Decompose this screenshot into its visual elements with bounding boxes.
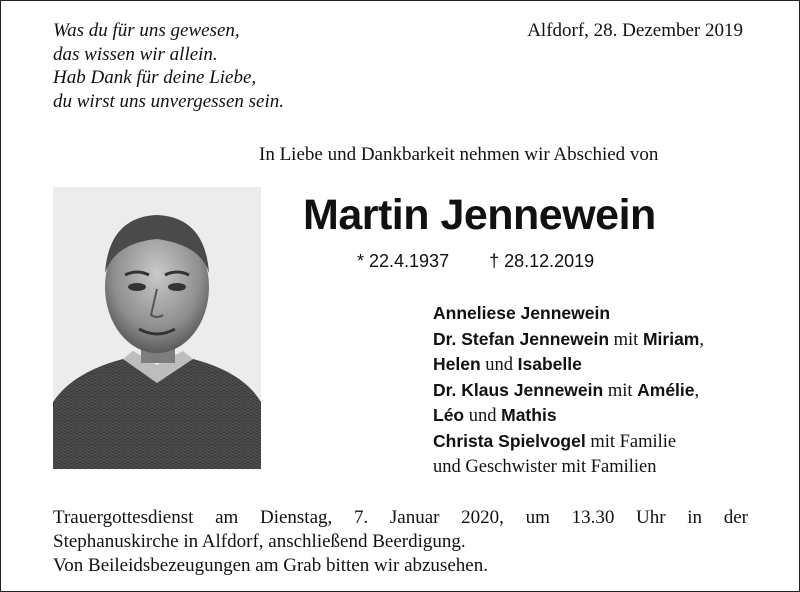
portrait-image (53, 187, 261, 469)
partner-name: Miriam (642, 328, 700, 349)
poem-line: Hab Dank für deine Liebe, (53, 67, 257, 88)
service-info (53, 506, 748, 578)
child-name: Mathis (501, 405, 557, 426)
poem-line: Was du für uns gewesen, (53, 20, 240, 41)
place-date: Alfdorf, 28. Dezember 2019 (527, 20, 743, 41)
punctuation: , (694, 380, 700, 401)
mourner-line (433, 301, 704, 327)
connector-word: und (468, 406, 497, 427)
life-dates (357, 251, 594, 272)
service-line: Von Beileidsbezeugungen am Grab bitten wir abzusehen. (53, 555, 488, 576)
mourner-line: und Geschwister mit Familien (433, 456, 657, 477)
mourner-name: Dr. Stefan Jennewein (433, 328, 610, 349)
mourner-line (433, 352, 704, 378)
connector-word: mit (607, 380, 633, 401)
portrait-photo (53, 187, 261, 469)
service-line: Stephanuskirche in Alfdorf, anschließend Beerdigung. (53, 531, 466, 552)
mourner-line (433, 378, 704, 404)
mourner-line (433, 327, 704, 353)
mourner-name: Christa Spielvogel (433, 430, 586, 451)
mourner-name: Dr. Klaus Jennewein (433, 379, 604, 400)
mourner-name: Anneliese Jennewein (433, 303, 611, 323)
mourner-suffix: mit Familie (590, 431, 677, 452)
child-name: Isabelle (517, 354, 582, 375)
child-name: Helen (433, 354, 481, 375)
deceased-name: Martin Jennewein (303, 191, 656, 239)
mourners-list (433, 301, 704, 479)
mourner-line (433, 403, 704, 429)
punctuation: , (699, 329, 704, 350)
connector-word: mit (613, 329, 639, 350)
birth-date: * 22.4.1937 (357, 251, 450, 271)
service-line: Trauergottesdienst am Dienstag, 7. Januar 2020, um 13.30 Uhr in der (53, 507, 748, 528)
poem-line: das wissen wir allein. (53, 43, 218, 65)
intro-line: In Liebe und Dankbarkeit nehmen wir Abschied von (259, 144, 659, 165)
partner-name: Amélie (637, 379, 695, 400)
child-name: Léo (433, 405, 465, 426)
mourner-line (433, 429, 704, 455)
poem-line: du wirst uns unvergessen sein. (53, 90, 284, 112)
memorial-poem (53, 19, 284, 113)
death-date: † 28.12.2019 (489, 251, 595, 271)
connector-word: und (485, 355, 514, 376)
